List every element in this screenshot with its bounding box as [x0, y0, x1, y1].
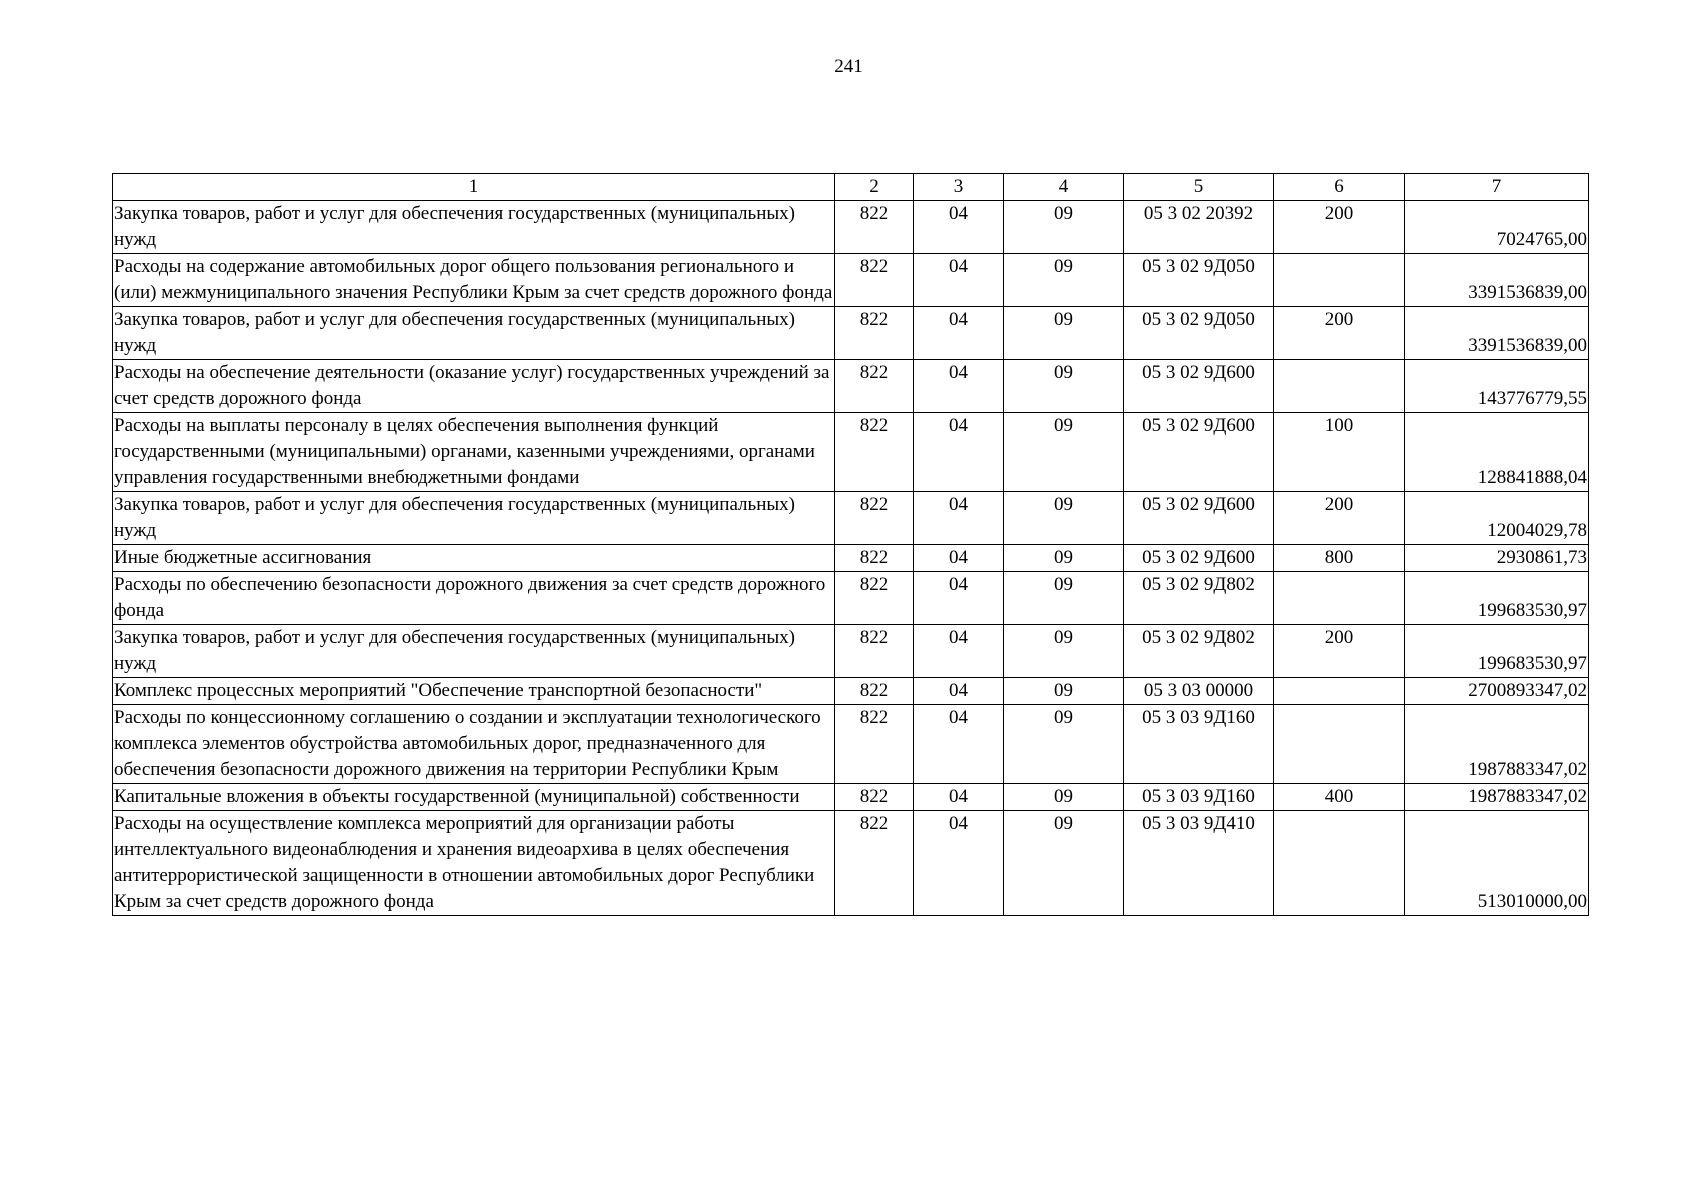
row-target-article-cell: 05 3 02 9Д600: [1124, 413, 1274, 492]
table-body: [113, 174, 1589, 916]
row-subsection-cell: 09: [1004, 254, 1124, 307]
table-row: [113, 492, 1589, 545]
row-subsection-cell: 09: [1004, 784, 1124, 811]
page-number: 241: [834, 56, 863, 77]
row-section-cell: 04: [914, 678, 1004, 705]
header-cell: 6: [1274, 174, 1405, 201]
row-amount-cell: 3391536839,00: [1405, 307, 1589, 360]
row-amount-cell: 199683530,97: [1405, 625, 1589, 678]
row-section-cell: 04: [914, 492, 1004, 545]
row-subsection-cell: 09: [1004, 811, 1124, 916]
row-expense-type-cell: 200: [1274, 201, 1405, 254]
row-grbs-cell: 822: [835, 254, 914, 307]
row-name-cell: Расходы на обеспечение деятельности (оказание услуг) государственных учреждений за счет средств дорожного фонда: [113, 360, 835, 413]
row-section-cell: 04: [914, 307, 1004, 360]
row-grbs-cell: 822: [835, 811, 914, 916]
row-name-cell: Расходы по концессионному соглашению о создании и эксплуатации технологического комплекса элементов обустройства автомобильных дорог, предназначенного для обеспечения безопасности дорожного движения на территории Республики Крым: [113, 705, 835, 784]
table-row: [113, 625, 1589, 678]
row-target-article-cell: 05 3 02 9Д050: [1124, 254, 1274, 307]
row-name-cell: Закупка товаров, работ и услуг для обеспечения государственных (муниципальных) нужд: [113, 307, 835, 360]
row-section-cell: 04: [914, 413, 1004, 492]
row-subsection-cell: 09: [1004, 572, 1124, 625]
row-target-article-cell: 05 3 02 9Д050: [1124, 307, 1274, 360]
row-grbs-cell: 822: [835, 784, 914, 811]
row-name-cell: Расходы на содержание автомобильных дорог общего пользования регионального и (или) межмуниципального значения Республики Крым за счет средств дорожного фонда: [113, 254, 835, 307]
row-name-cell: Иные бюджетные ассигнования: [113, 545, 835, 572]
row-target-article-cell: 05 3 02 20392: [1124, 201, 1274, 254]
row-subsection-cell: 09: [1004, 201, 1124, 254]
table-row: [113, 307, 1589, 360]
table-row: [113, 784, 1589, 811]
row-target-article-cell: 05 3 02 9Д802: [1124, 572, 1274, 625]
row-expense-type-cell: 200: [1274, 625, 1405, 678]
budget-table: [112, 173, 1589, 916]
row-grbs-cell: 822: [835, 545, 914, 572]
row-expense-type-cell: 200: [1274, 492, 1405, 545]
row-target-article-cell: 05 3 03 00000: [1124, 678, 1274, 705]
row-section-cell: 04: [914, 360, 1004, 413]
row-subsection-cell: 09: [1004, 678, 1124, 705]
row-amount-cell: 513010000,00: [1405, 811, 1589, 916]
row-expense-type-cell: 800: [1274, 545, 1405, 572]
row-expense-type-cell: 100: [1274, 413, 1405, 492]
row-amount-cell: 128841888,04: [1405, 413, 1589, 492]
row-expense-type-cell: 200: [1274, 307, 1405, 360]
row-expense-type-cell: [1274, 811, 1405, 916]
row-expense-type-cell: [1274, 678, 1405, 705]
row-name-cell: Комплекс процессных мероприятий "Обеспечение транспортной безопасности": [113, 678, 835, 705]
row-expense-type-cell: [1274, 254, 1405, 307]
row-grbs-cell: 822: [835, 360, 914, 413]
row-name-cell: Расходы по обеспечению безопасности дорожного движения за счет средств дорожного фонда: [113, 572, 835, 625]
row-name-cell: Закупка товаров, работ и услуг для обеспечения государственных (муниципальных) нужд: [113, 201, 835, 254]
row-grbs-cell: 822: [835, 705, 914, 784]
row-grbs-cell: 822: [835, 413, 914, 492]
row-expense-type-cell: 400: [1274, 784, 1405, 811]
row-expense-type-cell: [1274, 572, 1405, 625]
row-grbs-cell: 822: [835, 572, 914, 625]
table-row: [113, 572, 1589, 625]
row-grbs-cell: 822: [835, 201, 914, 254]
row-expense-type-cell: [1274, 360, 1405, 413]
row-subsection-cell: 09: [1004, 492, 1124, 545]
row-target-article-cell: 05 3 02 9Д802: [1124, 625, 1274, 678]
table-row: [113, 545, 1589, 572]
row-section-cell: 04: [914, 572, 1004, 625]
row-amount-cell: 3391536839,00: [1405, 254, 1589, 307]
header-cell: 5: [1124, 174, 1274, 201]
row-name-cell: Расходы на осуществление комплекса мероприятий для организации работы интеллектуального видеонаблюдения и хранения видеоархива в целях обеспечения антитеррористической защищенности в отношении автомобильных дорог Республики Крым за счет средств дорожного фонда: [113, 811, 835, 916]
row-grbs-cell: 822: [835, 307, 914, 360]
table-row: [113, 360, 1589, 413]
row-target-article-cell: 05 3 02 9Д600: [1124, 545, 1274, 572]
row-grbs-cell: 822: [835, 678, 914, 705]
row-expense-type-cell: [1274, 705, 1405, 784]
table-header-row: [113, 174, 1589, 201]
row-name-cell: Закупка товаров, работ и услуг для обеспечения государственных (муниципальных) нужд: [113, 492, 835, 545]
row-amount-cell: 12004029,78: [1405, 492, 1589, 545]
row-grbs-cell: 822: [835, 492, 914, 545]
row-amount-cell: 2700893347,02: [1405, 678, 1589, 705]
row-subsection-cell: 09: [1004, 413, 1124, 492]
table-row: [113, 201, 1589, 254]
header-cell: 4: [1004, 174, 1124, 201]
row-amount-cell: 1987883347,02: [1405, 705, 1589, 784]
row-name-cell: Капитальные вложения в объекты государственной (муниципальной) собственности: [113, 784, 835, 811]
row-amount-cell: 7024765,00: [1405, 201, 1589, 254]
header-cell: 3: [914, 174, 1004, 201]
row-section-cell: 04: [914, 254, 1004, 307]
row-amount-cell: 1987883347,02: [1405, 784, 1589, 811]
row-subsection-cell: 09: [1004, 307, 1124, 360]
row-subsection-cell: 09: [1004, 625, 1124, 678]
row-target-article-cell: 05 3 03 9Д160: [1124, 784, 1274, 811]
row-target-article-cell: 05 3 02 9Д600: [1124, 492, 1274, 545]
row-name-cell: Закупка товаров, работ и услуг для обеспечения государственных (муниципальных) нужд: [113, 625, 835, 678]
row-subsection-cell: 09: [1004, 705, 1124, 784]
row-section-cell: 04: [914, 545, 1004, 572]
header-cell: 1: [113, 174, 835, 201]
row-subsection-cell: 09: [1004, 360, 1124, 413]
row-target-article-cell: 05 3 03 9Д160: [1124, 705, 1274, 784]
row-target-article-cell: 05 3 02 9Д600: [1124, 360, 1274, 413]
row-section-cell: 04: [914, 705, 1004, 784]
row-section-cell: 04: [914, 784, 1004, 811]
row-name-cell: Расходы на выплаты персоналу в целях обеспечения выполнения функций государственными (муниципальными) органами, казенными учреждениями, органами управления государственными внебюджетными фондами: [113, 413, 835, 492]
header-cell: 2: [835, 174, 914, 201]
table-row: [113, 705, 1589, 784]
table-row: [113, 254, 1589, 307]
row-target-article-cell: 05 3 03 9Д410: [1124, 811, 1274, 916]
row-grbs-cell: 822: [835, 625, 914, 678]
row-section-cell: 04: [914, 811, 1004, 916]
table-row: [113, 811, 1589, 916]
table-row: [113, 413, 1589, 492]
row-section-cell: 04: [914, 201, 1004, 254]
table-row: [113, 678, 1589, 705]
row-amount-cell: 199683530,97: [1405, 572, 1589, 625]
row-amount-cell: 143776779,55: [1405, 360, 1589, 413]
row-amount-cell: 2930861,73: [1405, 545, 1589, 572]
row-subsection-cell: 09: [1004, 545, 1124, 572]
header-cell: 7: [1405, 174, 1589, 201]
row-section-cell: 04: [914, 625, 1004, 678]
